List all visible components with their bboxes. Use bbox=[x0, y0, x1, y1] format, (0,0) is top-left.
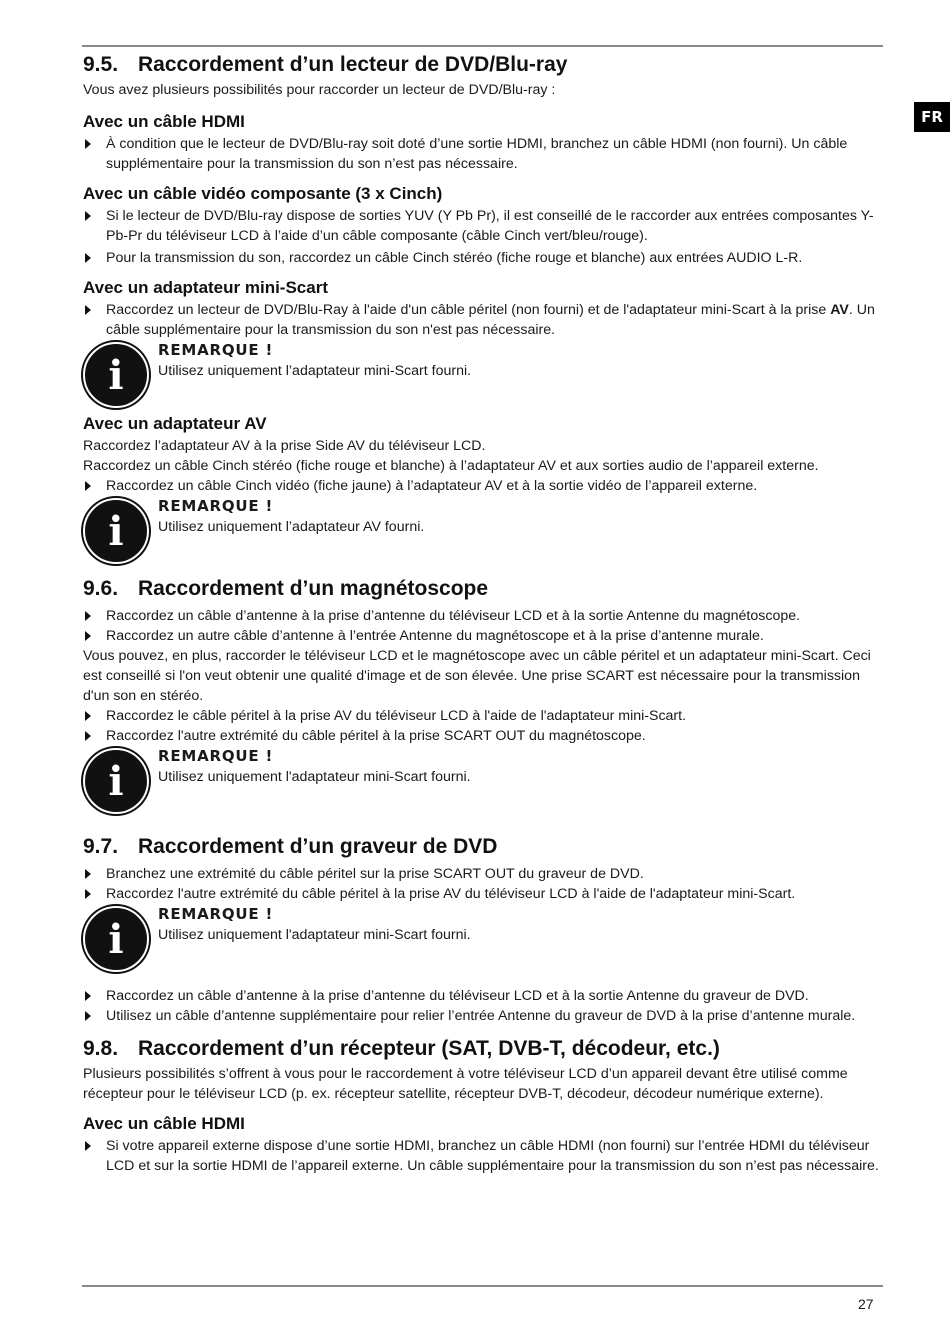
s98-hdmi-heading: Avec un câble HDMI bbox=[83, 1114, 245, 1133]
list-item: Raccordez un câble d’antenne à la prise d’antenne du téléviseur LCD et à la sortie Antenne du graveur de DVD. bbox=[83, 986, 885, 1006]
paragraph: Raccordez un câble Cinch stéréo (fiche rouge et blanche) à l’adaptateur AV et aux sorties audio de l’appareil externe. bbox=[83, 458, 819, 474]
list-item: Si votre appareil externe dispose d’une sortie HDMI, branchez un câble HDMI (non fourni) sur l’entrée HDMI du téléviseur LCD et sur la sortie HDMI de l’appareil externe. Un câble supplémentaire pour la transmission du son n’est pas nécessaire. bbox=[83, 1136, 885, 1176]
note-text: Utilisez uniquement l’adaptateur mini-Scart fourni. bbox=[158, 363, 472, 379]
bullet-arrow-icon bbox=[83, 884, 106, 904]
note-box bbox=[83, 340, 885, 404]
list-item: Raccordez un lecteur de DVD/Blu-Ray à l'aide d'un câble péritel (non fourni) et de l'adaptateur mini-Scart à la prise AV. Un câble supplémentaire pour la transmission du son n'est pas nécessaire. bbox=[83, 300, 885, 340]
bullet-arrow-icon bbox=[83, 606, 106, 626]
list-item: Utilisez un câble d’antenne supplémentaire pour relier l’entrée Antenne du graveur de DVD à la prise d’antenne murale. bbox=[83, 1006, 885, 1026]
note-text: Utilisez uniquement l'adaptateur mini-Scart fourni. bbox=[158, 927, 471, 943]
bullet-arrow-icon bbox=[83, 1136, 106, 1176]
bullet-arrow-icon bbox=[83, 864, 106, 884]
s95-av-heading: Avec un adaptateur AV bbox=[83, 414, 267, 433]
list-item: Branchez une extrémité du câble péritel sur la prise SCART OUT du graveur de DVD. bbox=[83, 864, 885, 884]
note-box bbox=[83, 904, 885, 968]
s95-scart-heading: Avec un adaptateur mini-Scart bbox=[83, 278, 328, 297]
section-9-8-heading: 9.8. Raccordement d’un récepteur (SAT, DVB-T, décodeur, etc.) bbox=[83, 1037, 720, 1060]
page-number: 27 bbox=[858, 1296, 874, 1312]
paragraph: Raccordez l’adaptateur AV à la prise Side AV du téléviseur LCD. bbox=[83, 438, 486, 454]
note-title: REMARQUE ! bbox=[158, 497, 274, 515]
top-rule bbox=[82, 45, 883, 47]
info-icon: i bbox=[83, 498, 149, 564]
bullet-arrow-icon bbox=[83, 476, 106, 496]
paragraph: Vous pouvez, en plus, raccorder le téléviseur LCD et le magnétoscope avec un câble péritel et un adaptateur mini-Scart. Ceci est conseillé si l'on veut obtenir une qualité d'image et de son élevée. Une prise SCART est nécessaire pour la transmission d'un son en stéréo. bbox=[83, 648, 871, 704]
bullet-arrow-icon bbox=[83, 626, 106, 646]
s95-composite-heading: Avec un câble vidéo composante (3 x Cinch) bbox=[83, 184, 443, 203]
info-icon: i bbox=[83, 906, 149, 972]
note-box bbox=[83, 746, 885, 810]
page-content bbox=[83, 50, 885, 1176]
note-text: Utilisez uniquement l’adaptateur AV fourni. bbox=[158, 519, 425, 535]
bullet-arrow-icon bbox=[83, 300, 106, 340]
note-title: REMARQUE ! bbox=[158, 341, 274, 359]
list-item: Raccordez le câble péritel à la prise AV du téléviseur LCD à l'aide de l'adaptateur mini-Scart. bbox=[83, 706, 885, 726]
info-icon: i bbox=[83, 342, 149, 408]
list-item: À condition que le lecteur de DVD/Blu-ray soit doté d’une sortie HDMI, branchez un câble HDMI (non fourni). Un câble supplémentaire pour la transmission du son n’est pas nécessaire. bbox=[83, 134, 885, 174]
bullet-arrow-icon bbox=[83, 726, 106, 746]
language-tab: FR bbox=[914, 102, 950, 132]
list-item: Raccordez un câble Cinch vidéo (fiche jaune) à l’adaptateur AV et à la sortie vidéo de l’appareil externe. bbox=[83, 476, 885, 496]
section-9-7-heading: 9.7. Raccordement d’un graveur de DVD bbox=[83, 835, 498, 858]
s95-intro: Vous avez plusieurs possibilités pour raccorder un lecteur de DVD/Blu-ray : bbox=[83, 82, 556, 98]
paragraph: Plusieurs possibilités s’offrent à vous pour le raccordement à votre téléviseur LCD d’un appareil devant être utilisé comme récepteur pour le téléviseur LCD (p. ex. récepteur satellite, récepteur DVB-T, décodeur, décodeur numérique externe). bbox=[83, 1066, 848, 1102]
note-text: Utilisez uniquement l'adaptateur mini-Scart fourni. bbox=[158, 769, 471, 785]
bullet-arrow-icon bbox=[83, 706, 106, 726]
s95-hdmi-heading: Avec un câble HDMI bbox=[83, 112, 245, 131]
section-9-5-heading: 9.5. Raccordement d’un lecteur de DVD/Blu-ray bbox=[83, 53, 568, 76]
section-9-6-heading: 9.6. Raccordement d’un magnétoscope bbox=[83, 577, 489, 600]
note-box bbox=[83, 496, 885, 560]
list-item: Raccordez un autre câble d’antenne à l’entrée Antenne du magnétoscope et à la prise d’antenne murale. bbox=[83, 626, 885, 646]
bottom-rule bbox=[82, 1285, 883, 1287]
list-item: Raccordez l'autre extrémité du câble péritel à la prise SCART OUT du magnétoscope. bbox=[83, 726, 885, 746]
note-title: REMARQUE ! bbox=[158, 905, 274, 923]
bullet-arrow-icon bbox=[83, 134, 106, 174]
bullet-arrow-icon bbox=[83, 1006, 106, 1026]
info-icon: i bbox=[83, 748, 149, 814]
bullet-arrow-icon bbox=[83, 206, 106, 246]
list-item: Si le lecteur de DVD/Blu-ray dispose de sorties YUV (Y Pb Pr), il est conseillé de le raccorder aux entrées composantes Y-Pb-Pr du téléviseur LCD à l’aide d’un câble composante (câble Cinch vert/bleu/rouge). bbox=[83, 206, 885, 246]
list-item: Raccordez un câble d’antenne à la prise d’antenne du téléviseur LCD et à la sortie Antenne du magnétoscope. bbox=[83, 606, 885, 626]
list-item: Pour la transmission du son, raccordez un câble Cinch stéréo (fiche rouge et blanche) aux entrées AUDIO L-R. bbox=[83, 248, 885, 268]
note-title: REMARQUE ! bbox=[158, 747, 274, 765]
list-item: Raccordez l'autre extrémité du câble péritel à la prise AV du téléviseur LCD à l'aide de l'adaptateur mini-Scart. bbox=[83, 884, 885, 904]
bullet-arrow-icon bbox=[83, 248, 106, 268]
bullet-arrow-icon bbox=[83, 986, 106, 1006]
